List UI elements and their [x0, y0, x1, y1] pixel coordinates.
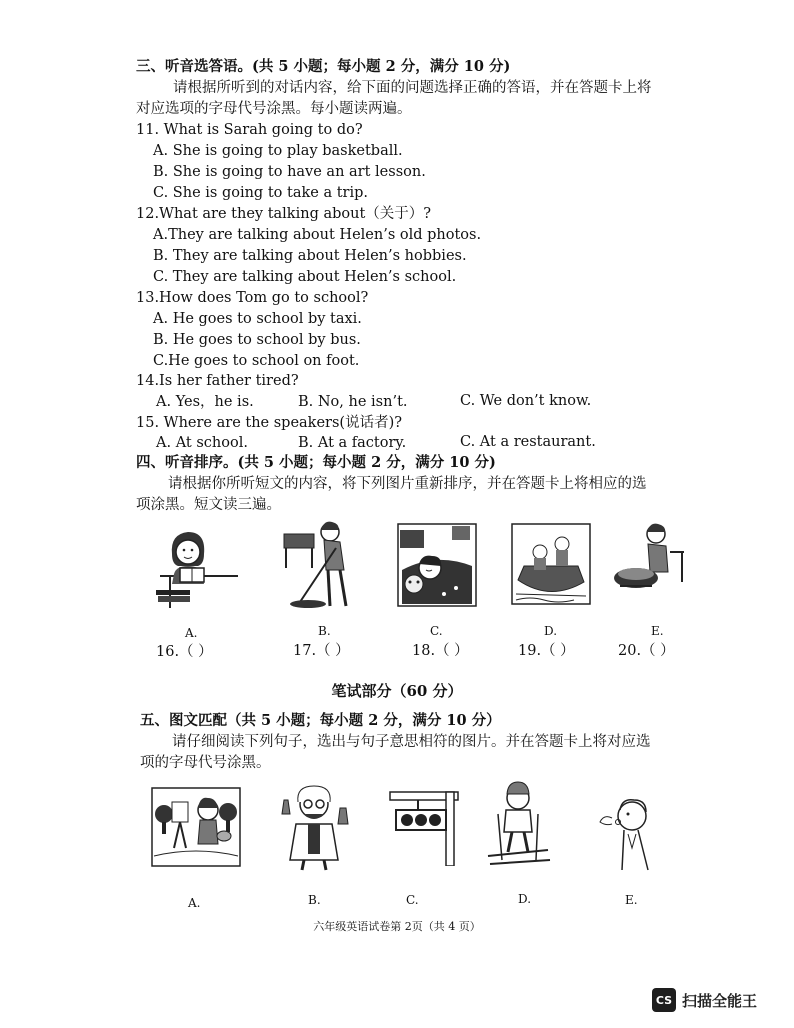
- question-15: 15. Where are the speakers(说话者)?: [136, 415, 403, 431]
- traffic-light-icon: [388, 790, 460, 866]
- question-13: 13.How does Tom go to school?: [136, 290, 369, 306]
- camscanner-watermark-text: 扫描全能王: [682, 992, 758, 1010]
- sec4-label-c: C.: [430, 624, 443, 638]
- child-sleeping-icon: [396, 522, 478, 608]
- q11-option-c: C. She is going to take a trip.: [153, 185, 368, 201]
- page-footer: 六年级英语试卷第 2页（共 4 页）: [313, 920, 481, 933]
- answer-blank-17[interactable]: 17.（ ）: [293, 643, 350, 659]
- sec4-label-e: E.: [651, 624, 664, 638]
- sec5-label-e: E.: [625, 893, 638, 907]
- girl-reading-icon: [150, 524, 240, 608]
- sec5-label-d: D.: [518, 892, 532, 906]
- q15-option-c: C. At a restaurant.: [460, 434, 596, 450]
- written-part-title: 笔试部分（60 分）: [331, 682, 463, 700]
- q13-option-b: B. He goes to school by bus.: [153, 332, 361, 348]
- sec4-label-d: D.: [544, 624, 558, 638]
- sec5-label-c: C.: [406, 893, 419, 907]
- q12-option-b: B. They are talking about Helen’s hobbies.: [153, 248, 467, 264]
- section4-instruction-2: 项涂黑。短文读三遍。: [136, 497, 281, 513]
- section5-heading: 五、图文匹配（共 5 小题；每小题 2 分，满分 10 分）: [140, 712, 501, 729]
- question-11: 11. What is Sarah going to do?: [136, 122, 363, 138]
- boy-cooking-icon: [608, 522, 688, 602]
- section3-heading: 三、听音选答语。(共 5 小题；每小题 2 分，满分 10 分): [136, 58, 511, 75]
- q13-option-a: A. He goes to school by taxi.: [153, 311, 362, 327]
- section4-instruction-1: 请根据你所听短文的内容，将下列图片重新排序，并在答题卡上将相应的选: [168, 476, 647, 492]
- camscanner-logo-icon: CS: [652, 988, 676, 1012]
- q14-option-a: A. Yes，he is.: [156, 394, 254, 410]
- section3-instruction-1: 请根据所听到的对话内容，给下面的问题选择正确的答语，并在答题卡上将: [173, 80, 652, 96]
- sec4-label-b: B.: [318, 624, 331, 638]
- question-12: 12.What are they talking about（关于）?: [136, 206, 432, 222]
- skier-icon: [486, 780, 552, 872]
- section4-heading: 四、听音排序。(共 5 小题；每小题 2 分，满分 10 分): [136, 454, 496, 471]
- q13-option-c: C.He goes to school on foot.: [153, 353, 360, 369]
- q14-option-c: C. We don’t know.: [460, 393, 592, 409]
- section5-instruction-2: 项的字母代号涂黑。: [140, 755, 271, 771]
- boy-blowing-icon: [598, 792, 662, 872]
- q12-option-a: A.They are talking about Helen’s old photos.: [153, 227, 482, 243]
- q15-option-a: A. At school.: [156, 435, 248, 451]
- boy-mopping-icon: [280, 518, 370, 610]
- people-in-boat-icon: [510, 522, 592, 606]
- q12-option-c: C. They are talking about Helen’s school.: [153, 269, 457, 285]
- answer-blank-19[interactable]: 19.（ ）: [518, 643, 575, 659]
- q11-option-b: B. She is going to have an art lesson.: [153, 164, 426, 180]
- q15-option-b: B. At a factory.: [298, 435, 407, 451]
- sec4-label-a: A.: [185, 626, 198, 640]
- boy-painting-icon: [150, 786, 242, 868]
- q11-option-a: A. She is going to play basketball.: [153, 143, 403, 159]
- scientist-icon: [278, 780, 354, 872]
- sec5-label-b: B.: [308, 893, 321, 907]
- answer-blank-18[interactable]: 18.（ ）: [412, 643, 469, 659]
- answer-blank-20[interactable]: 20.（ ）: [618, 643, 675, 659]
- answer-blank-16[interactable]: 16.（ ）: [156, 644, 213, 660]
- q14-option-b: B. No, he isn’t.: [298, 394, 408, 410]
- sec5-label-a: A.: [188, 896, 201, 910]
- question-14: 14.Is her father tired?: [136, 373, 299, 389]
- section3-instruction-2: 对应选项的字母代号涂黑。每小题读两遍。: [136, 101, 412, 117]
- section5-instruction-1: 请仔细阅读下列句子，选出与句子意思相符的图片。并在答题卡上将对应选: [172, 734, 651, 750]
